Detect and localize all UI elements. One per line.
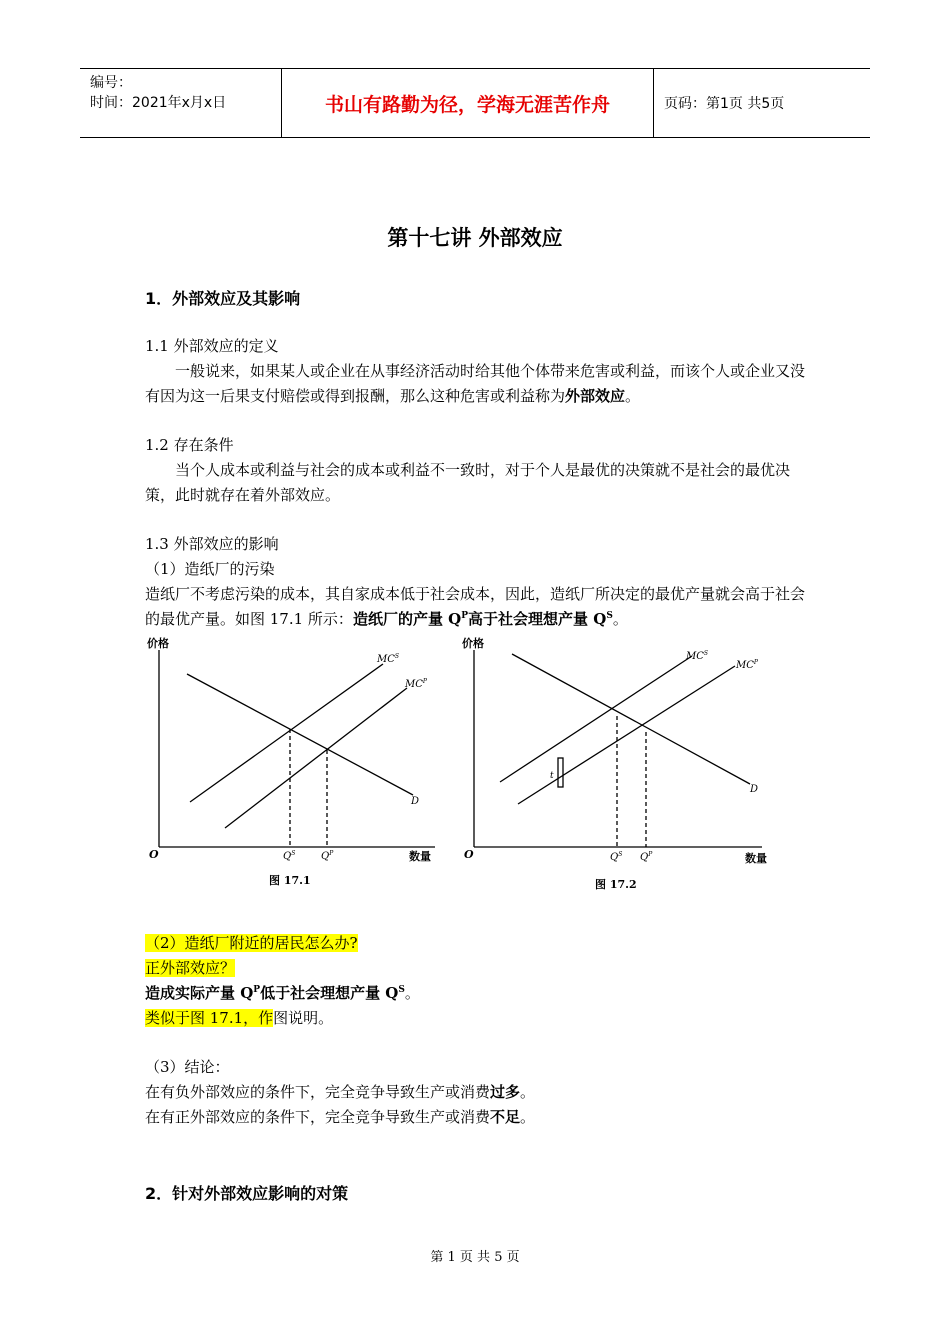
s13-bold1-sup2: S	[606, 611, 613, 621]
figure-17-1-svg	[145, 632, 445, 892]
s13-conclusion1	[145, 1080, 815, 1105]
s13-c1-bold: 过多	[490, 1083, 521, 1101]
fig2-demand-line	[512, 654, 750, 784]
fig2-qp-label: $Q^P$	[640, 851, 653, 863]
s12-title: 1.2 存在条件	[145, 436, 234, 454]
fig1-demand-line	[187, 674, 413, 795]
fig1-xlabel: 数量	[409, 850, 431, 863]
s13-bold2-sup: P	[253, 985, 261, 995]
fig1-d-label: D	[411, 796, 420, 807]
s13-question	[145, 956, 815, 981]
header-motto: 书山有路勤为径，学海无涯苦作舟	[281, 69, 654, 137]
header-left-cell	[80, 69, 281, 137]
s13-sub2-text: （2）造纸厂附近的居民怎么办?	[145, 934, 358, 952]
s13-like-hl: 类似于图 17.1，作	[145, 1009, 274, 1027]
fig1-mcs-label: $MC^S$	[377, 653, 400, 665]
s13-c2-bold: 不足	[490, 1108, 521, 1126]
s13-end1: 。	[612, 610, 628, 628]
s13-end2: 。	[404, 984, 420, 1002]
figure-17-2-svg	[460, 632, 780, 892]
fig2-mcs-label: $MC^S$	[686, 650, 709, 662]
s13-like-rest: 图说明。	[273, 1009, 334, 1027]
fig2-t-label: t	[550, 771, 554, 781]
fig2-ylabel: 价格	[462, 637, 484, 650]
fig2-mcp-label: $MC^P$	[736, 659, 758, 671]
s13-title: 1.3 外部效应的影响	[145, 535, 279, 553]
fig2-xlabel: 数量	[745, 852, 767, 865]
s13-bold1-sup: P	[461, 611, 469, 621]
section2-heading: 2．针对外部效应影响的对策	[145, 1184, 349, 1203]
s13-bold1-b: 高于社会理想产量 Q	[468, 610, 607, 628]
time-label: 时间：2021年x月x日	[90, 95, 227, 111]
s12-paragraph: 当个人成本或利益与社会的成本或利益不一致时，对于个人是最优的决策就不是社会的最优决策，此时就存在着外部效应。	[145, 461, 791, 504]
s13-sub1: （1）造纸厂的污染	[145, 560, 275, 578]
s13-sub3: （3）结论：	[145, 1058, 230, 1076]
s13-c1-text: 在有负外部效应的条件下，完全竞争导致生产或消费	[145, 1083, 491, 1101]
fig1-ylabel: 价格	[147, 637, 169, 650]
s13-paragraph1	[145, 582, 815, 632]
fig2-mcs-line	[500, 656, 692, 782]
fig2-qs-label: $Q^S$	[610, 851, 623, 863]
fig2-origin: O	[464, 848, 474, 861]
s13-bold1	[353, 610, 613, 628]
s13-like	[145, 1006, 815, 1031]
s13-question-text: 正外部效应？	[145, 959, 236, 977]
fig2-tax-bracket	[558, 758, 563, 787]
page-title: 第十七讲 外部效应	[387, 226, 563, 250]
s11-paragraph	[145, 359, 815, 409]
s11-bold-term: 外部效应	[565, 387, 626, 405]
s13-bold2-a: 造成实际产量 Q	[145, 984, 254, 1002]
fig1-caption: 图 17.1	[269, 874, 311, 887]
fig1-qs-label: $Q^S$	[283, 850, 296, 862]
number-label: 编号：	[90, 75, 132, 91]
s13-bold1-a: 造纸厂的产量 Q	[352, 610, 462, 628]
s11-end: 。	[625, 387, 641, 405]
s13-bold2-sup2: S	[398, 985, 405, 995]
s13-sub2	[145, 931, 815, 956]
s11-text: 一般说来，如果某人或企业在从事经济活动时给其他个体带来危害或利益，而该个人或企业又没有因为这一后果支付赔偿或得到报酬，那么这种危害或利益称为	[145, 362, 806, 405]
s13-text1: 造纸厂不考虑污染的成本，其自家成本低于社会成本，因此，造纸厂所决定的最优产量就会高于社会的最优产量。如图 17.1 所示：	[145, 585, 806, 628]
fig2-caption: 图 17.2	[595, 878, 637, 891]
figure-17-1	[145, 632, 445, 896]
fig2-mcp-line	[518, 666, 735, 804]
fig1-mcp-label: $MC^P$	[405, 678, 427, 690]
s13-c2-text: 在有正外部效应的条件下，完全竞争导致生产或消费	[145, 1108, 491, 1126]
s13-c1-end: 。	[520, 1083, 536, 1101]
s11-title: 1.1 外部效应的定义	[145, 337, 279, 355]
fig1-origin: O	[149, 848, 159, 861]
section1-heading: 1．外部效应及其影响	[145, 289, 301, 308]
fig2-d-label: D	[750, 784, 759, 795]
s13-bold2-b: 低于社会理想产量 Q	[260, 984, 399, 1002]
document-header	[80, 68, 870, 138]
fig1-qp-label: $Q^P$	[321, 850, 334, 862]
header-page-info: 页码：第1页 共5页	[664, 96, 785, 112]
s13-conclusion2	[145, 1105, 815, 1130]
page-footer: 第 1 页 共 5 页	[430, 1250, 520, 1265]
s13-paragraph2	[145, 981, 815, 1006]
s13-c2-end: 。	[520, 1108, 536, 1126]
figure-17-2	[460, 632, 780, 896]
